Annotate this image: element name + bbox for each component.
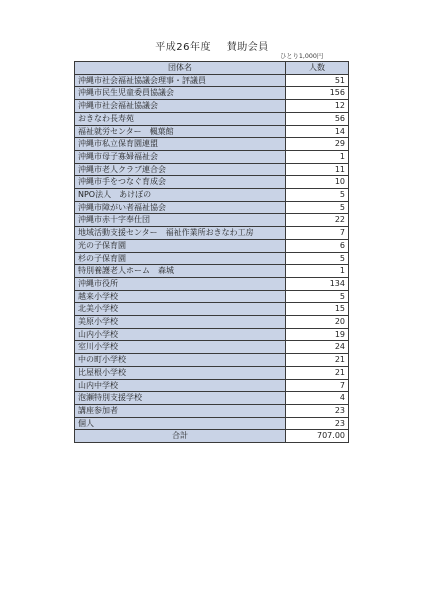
member-count: 1 (286, 150, 349, 163)
organization-name: 中の町小学校 (75, 354, 286, 367)
table-row (75, 227, 349, 240)
table-header-row (75, 62, 349, 75)
member-count: 21 (286, 354, 349, 367)
member-count: 24 (286, 341, 349, 354)
member-count: 51 (286, 74, 349, 87)
member-count: 156 (286, 87, 349, 100)
table-row (75, 112, 349, 125)
table-row (75, 328, 349, 341)
organization-name: 北美小学校 (75, 303, 286, 316)
organization-name: 講座参加者 (75, 404, 286, 417)
member-count: 56 (286, 112, 349, 125)
member-count: 23 (286, 417, 349, 430)
document-title (0, 38, 424, 53)
organization-name: 沖縄市民生児童委員協議会 (75, 87, 286, 100)
table-row (75, 100, 349, 113)
table-row (75, 125, 349, 138)
organization-name: 沖縄市社会福祉協議会理事・評議員 (75, 74, 286, 87)
member-count: 22 (286, 214, 349, 227)
member-count: 1 (286, 265, 349, 278)
table-row (75, 74, 349, 87)
organization-name: 越来小学校 (75, 290, 286, 303)
organization-name: 杉の子保育園 (75, 252, 286, 265)
table-row (75, 277, 349, 290)
table-row (75, 189, 349, 202)
organization-name: 沖縄市手をつなぐ育成会 (75, 176, 286, 189)
column-header-count: 人数 (286, 62, 349, 75)
table-row (75, 290, 349, 303)
organization-name: 特別養護老人ホーム 森城 (75, 265, 286, 278)
member-count: 4 (286, 392, 349, 405)
organization-name: 沖縄市障がい者福祉協会 (75, 201, 286, 214)
member-count: 29 (286, 138, 349, 151)
table-row (75, 138, 349, 151)
table-row (75, 354, 349, 367)
total-label: 合計 (75, 430, 286, 443)
member-count: 12 (286, 100, 349, 113)
organization-name: 泡瀬特別支援学校 (75, 392, 286, 405)
fiscal-year: 平成26年度 (155, 42, 212, 53)
organization-name: おきなわ長寿苑 (75, 112, 286, 125)
table-row (75, 252, 349, 265)
organization-name: 沖縄市赤十字奉仕団 (75, 214, 286, 227)
table-row (75, 366, 349, 379)
table-row (75, 265, 349, 278)
organization-name: 沖縄市母子寡婦福祉会 (75, 150, 286, 163)
table-row (75, 239, 349, 252)
supporting-members-table (74, 61, 349, 443)
member-count: 134 (286, 277, 349, 290)
organization-name: 美原小学校 (75, 316, 286, 329)
table-row (75, 201, 349, 214)
member-count: 14 (286, 125, 349, 138)
table-row (75, 417, 349, 430)
organization-name: 沖縄市老人クラブ連合会 (75, 163, 286, 176)
organization-name: 室川小学校 (75, 341, 286, 354)
title-text: 賛助会員 (226, 42, 269, 53)
member-count: 5 (286, 290, 349, 303)
column-header-organization: 団体名 (75, 62, 286, 75)
table-row (75, 392, 349, 405)
table-row (75, 87, 349, 100)
organization-name: 地域活動支援センター 福祉作業所おきなわ工房 (75, 227, 286, 240)
table-row (75, 150, 349, 163)
member-count: 5 (286, 252, 349, 265)
member-count: 10 (286, 176, 349, 189)
total-row (75, 430, 349, 443)
member-count: 7 (286, 379, 349, 392)
organization-name: NPO法人 あけぼの (75, 189, 286, 202)
table-body (75, 74, 349, 430)
member-count: 15 (286, 303, 349, 316)
table-row (75, 316, 349, 329)
organization-name: 山内中学校 (75, 379, 286, 392)
member-count: 23 (286, 404, 349, 417)
table-row (75, 303, 349, 316)
organization-name: 比屋根小学校 (75, 366, 286, 379)
member-count: 19 (286, 328, 349, 341)
total-value: 707.00 (286, 430, 349, 443)
member-count: 5 (286, 189, 349, 202)
organization-name: 光の子保育園 (75, 239, 286, 252)
member-count: 5 (286, 201, 349, 214)
member-count: 11 (286, 163, 349, 176)
organization-name: 福祉就労センター 楓葉館 (75, 125, 286, 138)
table-row (75, 341, 349, 354)
table-row (75, 379, 349, 392)
organization-name: 個人 (75, 417, 286, 430)
organization-name: 沖縄市役所 (75, 277, 286, 290)
organization-name: 山内小学校 (75, 328, 286, 341)
member-count: 6 (286, 239, 349, 252)
member-count: 7 (286, 227, 349, 240)
organization-name: 沖縄市私立保育園連盟 (75, 138, 286, 151)
table-row (75, 214, 349, 227)
organization-name: 沖縄市社会福祉協議会 (75, 100, 286, 113)
table-row (75, 176, 349, 189)
table-row (75, 163, 349, 176)
unit-note: ひとり1,000円 (280, 53, 324, 60)
member-count: 21 (286, 366, 349, 379)
table-row (75, 404, 349, 417)
member-count: 20 (286, 316, 349, 329)
